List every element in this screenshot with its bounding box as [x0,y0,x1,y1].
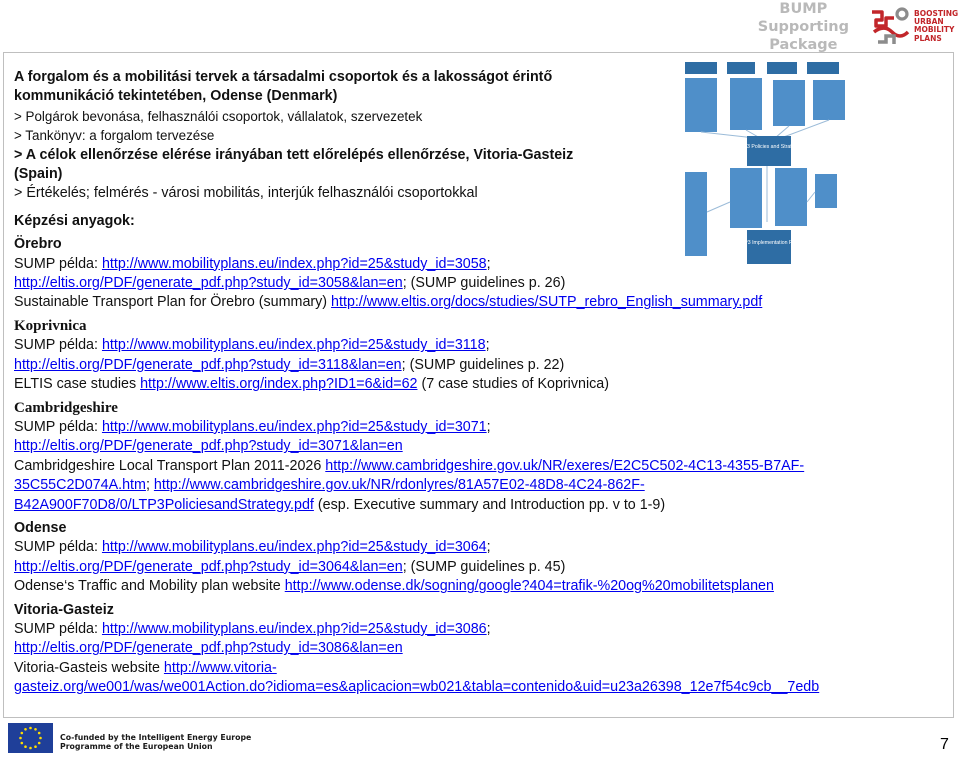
vitoria-website-link[interactable]: http://www.vitoria- [163,659,277,676]
logo-text-line: BOOSTING [914,9,959,18]
header-title-line: Supporting [757,19,849,35]
page-number: 7 [940,736,949,753]
cambridgeshire-ltp-link-2[interactable]: http://www.cambridgeshire.gov.uk/NR/rdonlyres/81A57E02-48D8-4C24-862F- [153,477,645,494]
separator: ; [485,337,490,354]
orebro-sump-link[interactable]: http://www.mobilityplans.eu/index.php?id=25&study_id=3058 [101,255,487,272]
guidelines-ref: ; (SUMP guidelines p. 22) [401,356,565,373]
bullet-item-bold: > A célok ellenőrzése elérése irányában tett előrelépés ellenőrzése, Vitoria-Gasteiz [14,146,574,163]
guidelines-ref: ; (SUMP guidelines p. 45) [402,558,566,575]
sump-prefix: SUMP példa: [14,620,102,637]
vitoria-sump-link[interactable]: http://www.mobilityplans.eu/index.php?id=25&study_id=3086 [101,620,487,637]
bullet-item: > Értékelés; felmérés - városi mobilitás, interjúk felhasználói csoportokkal [14,185,478,202]
footer-line: Co-funded by the Intelligent Energy Europe [60,733,252,742]
odense-website-link[interactable]: http://www.odense.dk/sogning/google?404=trafik-%20og%20mobilitetsplanen [284,578,774,595]
ltp-label: Cambridgeshire Local Transport Plan 2011-2026 [14,457,326,474]
logo-text-line: PLANS [914,33,942,43]
heading-line: A forgalom és a mobilitási tervek a társadalmi csoportok és a lakosságot érintő [14,69,553,85]
heading-line: kommunikáció tekintetében, Odense (Denmark) [14,88,338,105]
cambridgeshire-ltp-link-1[interactable]: 35C55C2D074A.htm [14,477,146,494]
header-title-line: BUMP [779,1,828,17]
cases-note: (7 case studies of Koprivnica) [417,376,609,393]
sump-prefix: SUMP példa: [14,418,102,435]
separator: ; [145,477,154,494]
section-title-koprivnica: Koprivnica [14,317,87,334]
separator: ; [486,539,491,556]
odense-eltis-link[interactable]: http://eltis.org/PDF/generate_pdf.php?study_id=3064&lan=en [14,558,403,575]
koprivnica-cases-link[interactable]: http://www.eltis.org/index.php?ID1=6&id=62 [140,376,418,393]
section-title-odense: Odense [14,519,67,536]
cambridgeshire-ltp-link-1[interactable]: http://www.cambridgeshire.gov.uk/NR/exeres/E2C5C502-4C13-4355-B7AF- [325,457,805,474]
section-title-orebro: Örebro [14,236,62,253]
vitoria-eltis-link[interactable]: http://eltis.org/PDF/generate_pdf.php?study_id=3086&lan=en [14,640,403,657]
bump-logo-icon [868,2,912,50]
separator: ; [486,620,491,637]
separator: ; [486,255,491,272]
orebro-eltis-link[interactable]: http://eltis.org/PDF/generate_pdf.php?study_id=3058&lan=en [14,275,403,292]
materials-label: Képzési anyagok: [14,212,135,229]
header-title-line: Package [769,37,838,53]
bullet-item: > Tankönyv: a forgalom tervezése [14,128,215,144]
orebro-sutp-link[interactable]: http://www.eltis.org/docs/studies/SUTP_rebro_English_summary.pdf [331,294,763,311]
cases-label: ELTIS case studies [14,376,141,393]
logo-text-line: URBAN [914,17,944,27]
bullet-item-bold: (Spain) [14,166,63,183]
website-label: Vitoria-Gasteis website [14,659,164,676]
footer-cofunded [60,733,251,751]
cambridgeshire-eltis-link[interactable]: http://eltis.org/PDF/generate_pdf.php?study_id=3071&lan=en [14,438,403,455]
cambridgeshire-sump-link[interactable]: http://www.mobilityplans.eu/index.php?id=25&study_id=3071 [101,418,487,435]
sutp-label: Sustainable Transport Plan for Örebro (summary) [14,294,332,311]
diagram-center-top: LTP3 Policies and Strategy [737,144,801,150]
sump-prefix: SUMP példa: [14,337,102,354]
diagram-center-bottom: LTP3 Implementation Plan [738,240,800,246]
ltp-note: (esp. Executive summary and Introduction pp. v to 1-9) [313,496,666,513]
koprivnica-eltis-link[interactable]: http://eltis.org/PDF/generate_pdf.php?study_id=3118&lan=en [14,356,402,373]
bullet-item: > Polgárok bevonása, felhasználói csoportok, vállalatok, szervezetek [14,108,423,124]
separator: ; [486,418,491,435]
odense-sump-link[interactable]: http://www.mobilityplans.eu/index.php?id=25&study_id=3064 [101,539,487,556]
eu-flag-icon [8,723,53,753]
section-title-vitoria: Vitoria-Gasteiz [14,601,114,618]
header-title [758,0,849,54]
website-label: Odense‘s Traffic and Mobility plan website [14,578,285,595]
sump-prefix: SUMP példa: [14,255,102,272]
main-content [14,68,944,698]
sump-prefix: SUMP példa: [14,539,102,556]
logo-text-line: MOBILITY [914,25,955,35]
koprivnica-sump-link[interactable]: http://www.mobilityplans.eu/index.php?id=25&study_id=3118 [101,337,486,354]
footer-line: Programme of the European Union [60,742,213,751]
bump-logo-text [914,10,958,43]
cambridgeshire-ltp-link-2[interactable]: B42A900F70D8/0/LTP3PoliciesandStrategy.pdf [14,496,314,513]
section-title-cambridgeshire: Cambridgeshire [14,399,118,416]
vitoria-website-link[interactable]: gasteiz.org/we001/was/we001Action.do?idioma=es&aplicacion=wb021&tabla=contenido&uid=u23a26398_12e7f54c9cb__7edb [14,679,820,696]
guidelines-ref: ; (SUMP guidelines p. 26) [402,275,566,292]
